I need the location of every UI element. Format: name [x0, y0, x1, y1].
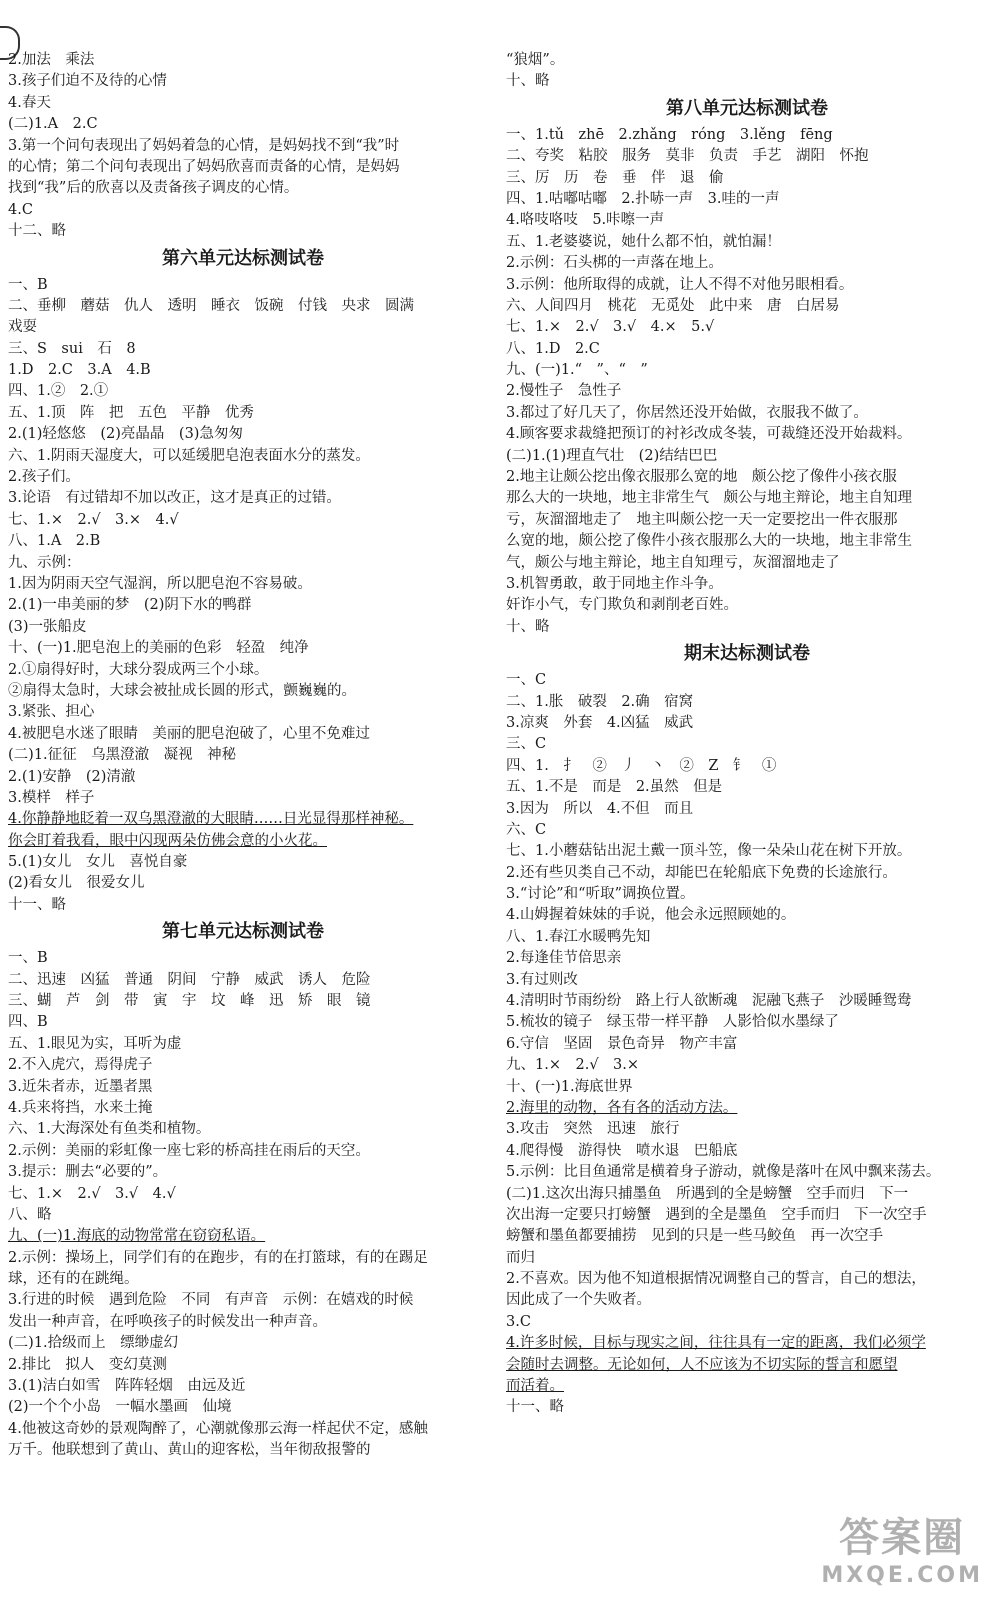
answer-line: [506, 381, 988, 402]
answer-text: 八、略: [8, 1206, 52, 1223]
answer-text: 3.行进的时候 遇到危险 不同 有声音 示例：在嬉戏的时候: [8, 1292, 414, 1309]
answer-text: 二、垂柳 蘑菇 仇人 透明 睡衣 饭碗 付钱 央求 圆满: [8, 297, 414, 314]
answer-line: [8, 638, 478, 659]
answer-line: [506, 71, 988, 92]
answer-line: [506, 510, 988, 531]
answer-text: 七、1.× 2.√ 3.√ 4.× 5.√: [506, 319, 715, 336]
answer-line: [8, 595, 478, 616]
answer-text: 4.兵来将挡，水来土掩: [8, 1099, 153, 1116]
answer-line: [8, 1312, 478, 1333]
answer-text: 七、1.× 2.√ 3.√ 4.√: [8, 1185, 176, 1202]
answer-text: 5.(1)女儿 女儿 喜悦自豪: [8, 854, 188, 871]
answer-text: 十二、略: [8, 223, 66, 240]
answer-line: [8, 745, 478, 766]
answer-text: 五、1.老婆婆说，她什么都不怕，就怕漏！: [506, 233, 781, 250]
section-title: [8, 916, 478, 948]
answer-text: 么宽的地，颇公挖了像件小孩衣服那么大的一块地，地主非常生: [506, 533, 912, 550]
answer-text: 十一、略: [506, 1399, 564, 1416]
answer-text: 4.山姆握着妹妹的手说，他会永远照顾她的。: [506, 907, 796, 924]
answer-line: [506, 168, 988, 189]
answer-text: 六、人间四月 桃花 无觅处 此中来 唐 白居易: [506, 297, 840, 314]
answer-line: [506, 1012, 988, 1033]
answer-text: 4.春天: [8, 94, 51, 111]
answer-line: [8, 93, 478, 114]
answer-text: 2.孩子们。: [8, 469, 80, 486]
answer-text: 亏，灰溜溜地走了 地主叫颇公挖一天一定要挖出一件衣服那: [506, 511, 898, 528]
answer-line: [506, 595, 988, 616]
answer-text: 期末达标测试卷: [684, 643, 810, 665]
answer-line: [506, 50, 988, 71]
answer-text: 五、1.顶 阵 把 五色 平静 优秀: [8, 404, 254, 421]
answer-text: 五、1.不是 而是 2.虽然 但是: [506, 779, 723, 796]
answer-text: 4.C: [8, 201, 33, 218]
answer-line: [8, 1012, 478, 1033]
answer-text: 3.模样 样子: [8, 789, 95, 806]
answer-text: 3.论语 有过错却不加以改正，这才是真正的过错。: [8, 490, 341, 507]
answer-line: [506, 1184, 988, 1205]
answer-text: 的心情；第二个问句表现出了妈妈欣喜而责备的心情，是妈妈: [8, 158, 400, 175]
answer-line: [8, 488, 478, 509]
answer-text: 找到“我”后的欣喜以及责备孩子调皮的心情。: [8, 180, 299, 197]
answer-line: [506, 467, 988, 488]
answer-line: [8, 1205, 478, 1226]
answer-line: [8, 136, 478, 157]
answer-text: 4.爬得慢 游得快 喷水退 巴船底: [506, 1142, 738, 1159]
answer-line: [8, 1184, 478, 1205]
answer-text: (2)一个个小岛 一幅水墨画 仙境: [8, 1399, 232, 1416]
answer-line: [506, 1248, 988, 1269]
answer-line: [506, 1205, 988, 1226]
answer-line: [8, 157, 478, 178]
answer-line: [506, 713, 988, 734]
answer-line: [8, 1355, 478, 1376]
answer-text: 一、1.tǔ zhē 2.zhǎng róng 3.lěng fēng: [506, 126, 833, 143]
answer-text: (二)1.(1)理直气壮 (2)结结巴巴: [506, 447, 718, 464]
answer-line: [8, 809, 478, 830]
answer-text: 3.第一个问句表现出了妈妈着急的心情，是妈妈找不到“我”时: [8, 137, 400, 154]
answer-line: [506, 339, 988, 360]
answer-text: 4.你静静地眨着一双乌黑澄澈的大眼睛……日光显得那样神秘。: [8, 811, 414, 828]
answer-line: [8, 1333, 478, 1354]
answer-text: 会随时去调整。无论如何，人不应该为不切实际的誓言和愿望: [506, 1356, 898, 1373]
answer-line: [506, 905, 988, 926]
answer-line: [8, 852, 478, 873]
answer-text: ②扇得太急时，大球会被扯成长圆的形式，颤巍巍的。: [8, 682, 356, 699]
answer-text: 奸诈小气，专门欺负和剥削老百姓。: [506, 597, 738, 614]
answer-line: [506, 991, 988, 1012]
answer-line: [8, 1034, 478, 1055]
answer-line: [8, 788, 478, 809]
answer-text: 3.凉爽 外套 4.凶猛 威武: [506, 714, 694, 731]
answer-line: [506, 1312, 988, 1333]
answer-line: [8, 1419, 478, 1440]
answer-text: 2.(1)一串美丽的梦 (2)阴下水的鸭群: [8, 597, 252, 614]
answer-text: 一、C: [506, 672, 547, 689]
answer-text: 2.不喜欢。因为他不知道根据情况调整自己的誓言，自己的想法，: [506, 1271, 926, 1288]
answer-line: [506, 553, 988, 574]
answer-text: 6.守信 坚固 景色奇异 物产丰富: [506, 1035, 738, 1052]
answer-line: [506, 617, 988, 638]
answer-text: 二、1.胀 破裂 2.确 宿窝: [506, 693, 694, 710]
answer-line: [8, 660, 478, 681]
answer-text: 3.都过了好几天了，你居然还没开始做，衣服我不做了。: [506, 404, 868, 421]
answer-line: [506, 1226, 988, 1247]
answer-line: [506, 820, 988, 841]
answer-line: [506, 360, 988, 381]
answer-line: [8, 467, 478, 488]
answer-text: 八、1.D 2.C: [506, 340, 600, 357]
answer-line: [8, 200, 478, 221]
answer-line: [506, 948, 988, 969]
answer-line: [8, 317, 478, 338]
answer-line: [8, 403, 478, 424]
answer-text: 那么大的一块地，地主非常生气 颇公与地主辩论，地主自知理: [506, 490, 912, 507]
answer-line: [8, 424, 478, 445]
answer-line: [8, 681, 478, 702]
answer-line: [506, 146, 988, 167]
answer-line: [506, 1141, 988, 1162]
answer-text: 次出海一定要只打螃蟹 遇到的全是墨鱼 空手而归 下一次空手: [506, 1206, 927, 1223]
answer-line: [8, 1119, 478, 1140]
answer-line: [506, 1397, 988, 1418]
answer-text: 第六单元达标测试卷: [162, 247, 324, 269]
answer-line: [506, 296, 988, 317]
answer-line: [506, 970, 988, 991]
answer-text: (二)1.征征 乌黑澄澈 凝视 神秘: [8, 747, 237, 764]
answer-text: 2.不入虎穴，焉得虎子: [8, 1057, 153, 1074]
answer-line: [506, 1376, 988, 1397]
answer-line: [8, 178, 478, 199]
answer-line: [8, 71, 478, 92]
answer-text: 3.近朱者赤，近墨者黑: [8, 1078, 153, 1095]
answer-text: 4.清明时节雨纷纷 路上行人欲断魂 泥融飞燕子 沙暖睡鸳鸯: [506, 993, 912, 1010]
answer-text: 九、(一)1.“ ”、“ ”: [506, 362, 648, 379]
answer-text: 2.示例：操场上，同学们有的在跑步，有的在打篮球，有的在踢足: [8, 1249, 428, 1266]
answer-text: 1.D 2.C 3.A 4.B: [8, 362, 151, 379]
answer-text: 十、略: [506, 73, 550, 90]
answer-text: 四、1.② 2.①: [8, 383, 109, 400]
watermark-main: 答案圈: [839, 1515, 966, 1561]
answer-line: [506, 232, 988, 253]
answer-text: 三、S sui 石 8: [8, 340, 136, 357]
answer-text: 戏耍: [8, 319, 37, 336]
answer-line: [8, 1055, 478, 1076]
answer-text: (二)1.拾级而上 缥缈虚幻: [8, 1335, 179, 1352]
answer-text: 3.攻击 突然 迅速 旅行: [506, 1121, 680, 1138]
answer-text: 5.示例：比目鱼通常是横着身子游动，就像是落叶在风中飘来荡去。: [506, 1164, 941, 1181]
answer-text: 2.加法 乘法: [8, 52, 95, 68]
answer-text: 4.他被这奇妙的景观陶醉了，心潮就像那云海一样起伏不定，感触: [8, 1420, 428, 1437]
answer-line: [8, 1098, 478, 1119]
answer-text: 十、(一)1.肥皂泡上的美丽的色彩 轻盈 纯净: [8, 640, 309, 657]
answer-line: [506, 734, 988, 755]
answer-text: 一、B: [8, 950, 48, 967]
answer-text: 第八单元达标测试卷: [666, 97, 828, 119]
right-column: [506, 50, 988, 1419]
answer-text: 2.示例：石头梆的一声落在地上。: [506, 255, 723, 272]
answer-line: [506, 403, 988, 424]
answer-line: [8, 360, 478, 381]
answer-line: [506, 777, 988, 798]
answer-line: [8, 296, 478, 317]
answer-line: [8, 221, 478, 242]
answer-line: [506, 863, 988, 884]
answer-line: [506, 670, 988, 691]
answer-text: 四、1. 扌 ② 丿 丶 ② Z 钅 ①: [506, 757, 777, 774]
answer-text: 二、夸奖 粘胶 服务 莫非 负责 手艺 湖阳 怀抱: [506, 148, 869, 165]
answer-line: [8, 702, 478, 723]
answer-line: [506, 574, 988, 595]
answer-text: 4.许多时候，目标与现实之间，往往具有一定的距离，我们必须学: [506, 1335, 926, 1352]
answer-text: 1.因为阴雨天空气湿润，所以肥皂泡不容易破。: [8, 575, 312, 592]
answer-line: [506, 1034, 988, 1055]
answer-line: [8, 991, 478, 1012]
answer-line: [8, 1077, 478, 1098]
answer-line: [8, 970, 478, 991]
answer-text: 气，颇公与地主辩论，地主自知理亏，灰溜溜地走了: [506, 554, 840, 571]
answer-line: [506, 446, 988, 467]
left-column: [8, 50, 478, 1462]
answer-text: 螃蟹和墨鱼都要捕捞 见到的只是一些马鲛鱼 再一次空手: [506, 1228, 883, 1245]
answer-line: [506, 531, 988, 552]
answer-line: [506, 799, 988, 820]
answer-line: [506, 1055, 988, 1076]
answer-text: 十一、略: [8, 896, 66, 913]
section-title: [8, 243, 478, 275]
answer-line: [506, 1162, 988, 1183]
answer-line: [506, 1269, 988, 1290]
answer-text: 四、B: [8, 1014, 48, 1031]
answer-text: 4.顾客要求裁缝把预订的衬衫改成冬装，可裁缝还没开始裁料。: [506, 426, 912, 443]
answer-text: 3.“讨论”和“听取”调换位置。: [506, 886, 695, 903]
answer-line: [506, 1077, 988, 1098]
answer-line: [8, 895, 478, 916]
answer-text: (二)1.A 2.C: [8, 116, 98, 133]
answer-text: 2.地主让颇公挖出像衣服那么宽的地 颇公挖了像件小孩衣服: [506, 469, 897, 486]
answer-line: [506, 253, 988, 274]
answer-text: 5.梳妆的镜子 绿玉带一样平静 人影恰似水墨绿了: [506, 1014, 839, 1031]
answer-text: 九、示例：: [8, 554, 81, 571]
answer-text: 2.海里的动物，各有各的活动方法。: [506, 1099, 738, 1116]
answer-line: [8, 767, 478, 788]
answer-text: 3.示例：他所取得的成就，让人不得不对他另眼相看。: [506, 276, 854, 293]
answer-text: 八、1.A 2.B: [8, 533, 101, 550]
answer-line: [8, 114, 478, 135]
answer-text: 十、(一)1.海底世界: [506, 1078, 633, 1095]
answer-line: [8, 446, 478, 467]
answer-text: 2.排比 拟人 变幻莫测: [8, 1356, 167, 1373]
answer-text: (2)看女儿 很爱女儿: [8, 875, 145, 892]
answer-line: [506, 756, 988, 777]
answer-text: 3.提示：删去“必要的”。: [8, 1164, 168, 1181]
answer-text: 八、1.春江水暖鸭先知: [506, 928, 651, 945]
section-title: [506, 93, 988, 125]
answer-line: [506, 1098, 988, 1119]
answer-text: 六、1.阴雨天湿度大，可以延缓肥皂泡表面水分的蒸发。: [8, 447, 370, 464]
answer-text: 3.有过则改: [506, 971, 578, 988]
answer-line: [8, 1162, 478, 1183]
answer-text: 六、C: [506, 821, 547, 838]
answer-text: 2.还有些贝类自己不动，却能巴在轮船底下免费的长途旅行。: [506, 864, 897, 881]
answer-text: 一、B: [8, 276, 48, 293]
answer-text: 3.机智勇敢，敢于同地主作斗争。: [506, 575, 723, 592]
answer-line: [8, 339, 478, 360]
answer-text: 球，还有的在跳绳。: [8, 1271, 139, 1288]
answer-text: “狼烟”。: [506, 52, 565, 68]
answer-line: [506, 884, 988, 905]
answer-text: 万千。他联想到了黄山、黄山的迎客松，当年彻敌报警的: [8, 1442, 371, 1459]
answer-text: 2.①扇得好时，大球分裂成两三个小球。: [8, 661, 269, 678]
answer-text: 而活着。: [506, 1378, 564, 1395]
answer-text: 九、1.× 2.√ 3.×: [506, 1057, 640, 1074]
answer-text: 你会盯着我看，眼中闪现两朵仿佛会意的小火花。: [8, 832, 327, 849]
answer-line: [506, 1119, 988, 1140]
answer-line: [8, 1226, 478, 1247]
answer-line: [506, 692, 988, 713]
answer-line: [8, 1440, 478, 1461]
answer-text: (二)1.这次出海只捕墨鱼 所遇到的全是螃蟹 空手而归 下一: [506, 1185, 909, 1202]
answer-text: 三、蝴 芦 剑 带 寅 宇 坟 峰 迅 矫 眼 镜: [8, 993, 371, 1010]
answer-text: 十、略: [506, 618, 550, 635]
answer-line: [506, 1355, 988, 1376]
answer-line: [8, 553, 478, 574]
answer-text: 七、1.× 2.√ 3.× 4.√: [8, 511, 179, 528]
answer-text: 五、1.眼见为实，耳听为虚: [8, 1035, 182, 1052]
answer-text: 六、1.大海深处有鱼类和植物。: [8, 1121, 211, 1138]
answer-text: 2.(1)轻悠悠 (2)亮晶晶 (3)急匆匆: [8, 426, 243, 443]
answer-text: 3.(1)洁白如雪 阵阵轻烟 由远及近: [8, 1378, 246, 1395]
answer-text: 2.(1)安静 (2)清澈: [8, 768, 136, 785]
answer-line: [506, 1290, 988, 1311]
answer-text: 4.咯吱咯吱 5.咔嚓一声: [506, 212, 665, 229]
answer-text: 发出一种声音，在呼唤孩子的时候发出一种声音。: [8, 1313, 327, 1330]
answer-line: [506, 927, 988, 948]
answer-line: [8, 510, 478, 531]
answer-text: 4.被肥皂水迷了眼睛 美丽的肥皂泡破了，心里不免难过: [8, 725, 370, 742]
answer-text: 2.慢性子 急性子: [506, 383, 622, 400]
answer-text: 九、(一)1.海底的动物常常在窃窃私语。: [8, 1228, 266, 1245]
watermark-sub: MXQE.COM: [821, 1563, 983, 1588]
answer-line: [506, 275, 988, 296]
answer-text: 因此成了一个失败者。: [506, 1292, 651, 1309]
watermark-logo: [821, 1506, 983, 1588]
answer-text: 3.C: [506, 1313, 531, 1330]
answer-line: [8, 724, 478, 745]
answer-line: [8, 617, 478, 638]
answer-line: [506, 210, 988, 231]
answer-line: [8, 275, 478, 296]
answer-text: 3.孩子们迫不及待的心情: [8, 73, 167, 90]
answer-line: [8, 531, 478, 552]
answer-line: [8, 50, 478, 71]
answer-line: [8, 1376, 478, 1397]
answer-line: [506, 841, 988, 862]
answer-text: 3.因为 所以 4.不但 而且: [506, 800, 694, 817]
answer-text: (3)一张船皮: [8, 618, 87, 635]
answer-line: [8, 873, 478, 894]
answer-line: [506, 488, 988, 509]
answer-line: [8, 831, 478, 852]
answer-line: [506, 424, 988, 445]
section-title: [506, 638, 988, 670]
answer-line: [8, 1397, 478, 1418]
answer-text: 二、迅速 凶猛 普通 阴间 宁静 威武 诱人 危险: [8, 971, 371, 988]
answer-line: [8, 1290, 478, 1311]
answer-text: 三、C: [506, 736, 547, 753]
answer-text: 3.紧张、担心: [8, 704, 95, 721]
answer-line: [506, 189, 988, 210]
answer-text: 2.示例：美丽的彩虹像一座七彩的桥高挂在雨后的天空。: [8, 1142, 370, 1159]
answer-line: [506, 1333, 988, 1354]
answer-line: [8, 381, 478, 402]
answer-line: [506, 317, 988, 338]
answer-text: 三、厉 历 卷 垂 伴 退 偷: [506, 169, 724, 186]
answer-line: [8, 1141, 478, 1162]
answer-line: [8, 1248, 478, 1269]
answer-text: 而归: [506, 1249, 535, 1266]
answer-text: 第七单元达标测试卷: [162, 921, 324, 943]
answer-text: 2.每逢佳节倍思亲: [506, 950, 622, 967]
answer-line: [506, 125, 988, 146]
answer-text: 七、1.小蘑菇钻出泥土戴一顶斗笠，像一朵朵山花在树下开放。: [506, 843, 912, 860]
answer-line: [8, 948, 478, 969]
answer-line: [8, 1269, 478, 1290]
answer-text: 四、1.咕嘟咕嘟 2.扑哧一声 3.哇的一声: [506, 190, 780, 207]
answer-line: [8, 574, 478, 595]
